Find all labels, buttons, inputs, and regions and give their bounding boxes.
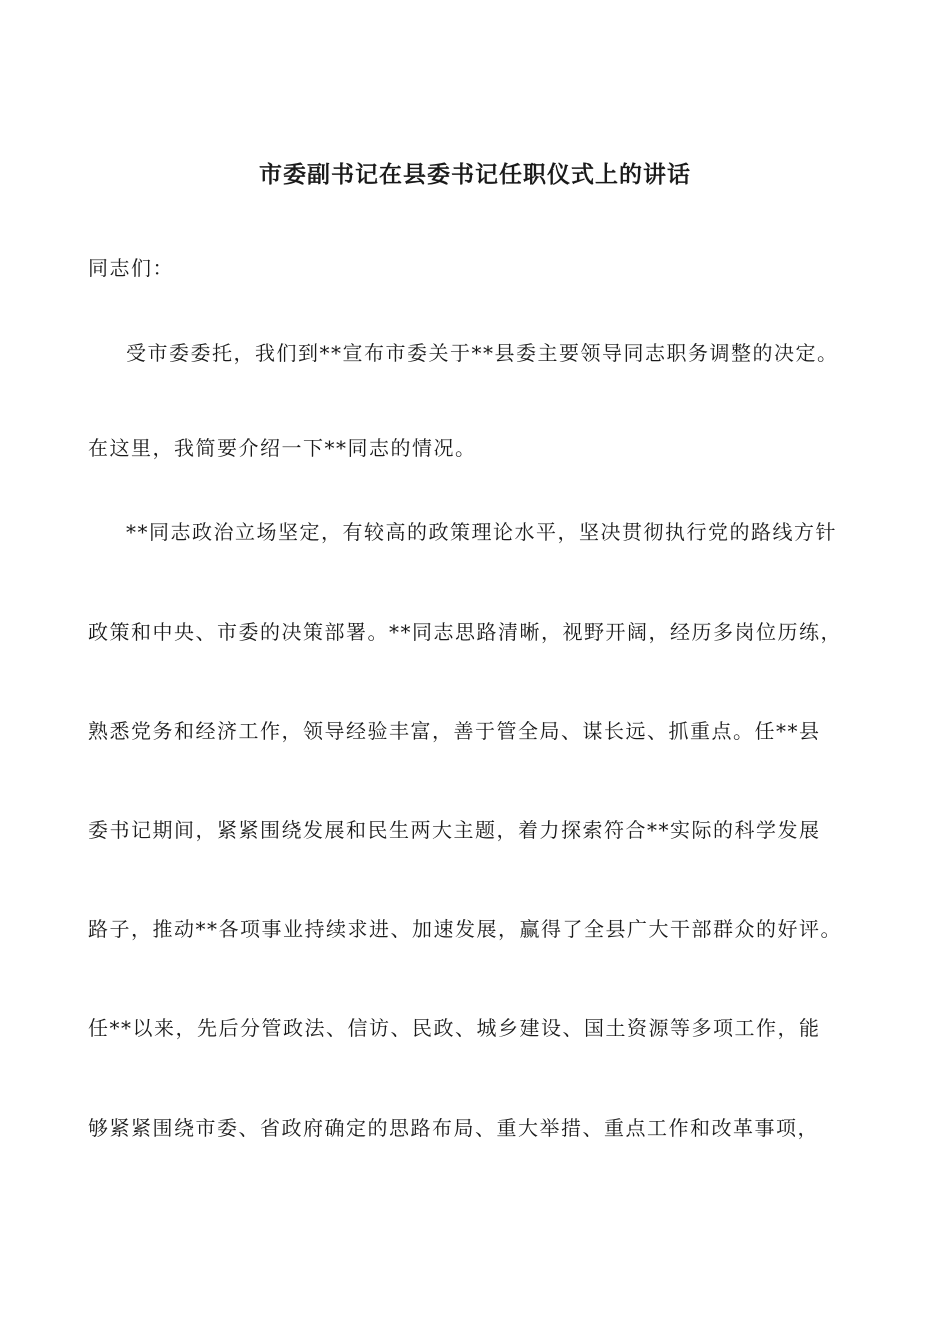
body-line: 任**以来，先后分管政法、信访、民政、城乡建设、国土资源等多项工作，能	[88, 1016, 821, 1040]
body-line: 受市委委托，我们到**宣布市委关于**县委主要领导同志职务调整的决定。	[126, 341, 839, 365]
body-line: 熟悉党务和经济工作，领导经验丰富，善于管全局、谋长远、抓重点。任**县	[88, 719, 821, 743]
body-line: 在这里，我简要介绍一下**同志的情况。	[88, 436, 477, 460]
body-line: **同志政治立场坚定，有较高的政策理论水平，坚决贯彻执行党的路线方针	[126, 520, 837, 544]
body-line: 委书记期间，紧紧围绕发展和民生两大主题，着力探索符合**实际的科学发展	[88, 818, 821, 842]
body-line: 够紧紧围绕市委、省政府确定的思路布局、重大举措、重点工作和改革事项，	[88, 1116, 819, 1140]
document-title: 市委副书记在县委书记任职仪式上的讲话	[259, 161, 691, 188]
body-line: 路子，推动**各项事业持续求进、加速发展，赢得了全县广大干部群众的好评。	[88, 917, 842, 941]
body-line: 政策和中央、市委的决策部署。**同志思路清晰，视野开阔，经历多岗位历练，	[88, 620, 842, 644]
salutation: 同志们：	[88, 256, 174, 280]
